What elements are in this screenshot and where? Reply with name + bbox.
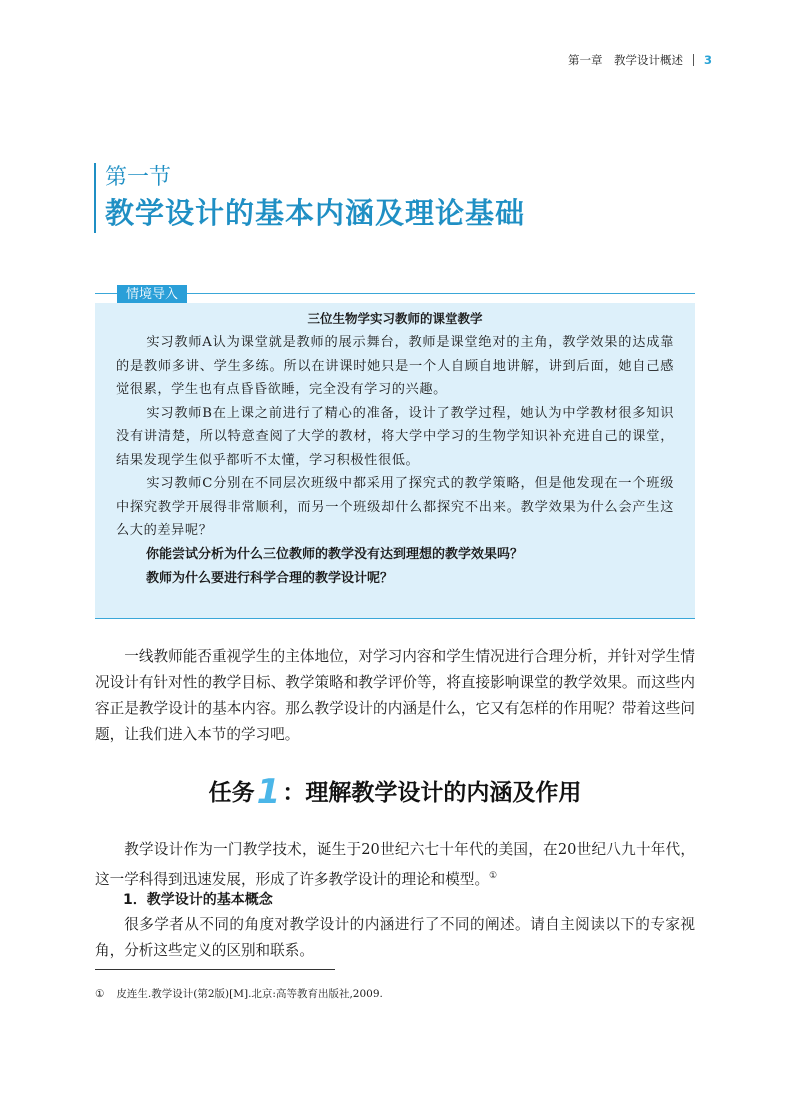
footnote-rule (95, 969, 335, 970)
task-number: 1 (256, 772, 281, 812)
body-paragraph-1: 一线教师能否重视学生的主体地位，对学习内容和学生情况进行合理分析，并针对学生情况设计有针对性的教学目标、教学策略和教学评价等，将直接影响课堂的教学效果。而这些内容正是教学设计的基本内容。那么教学设计的内涵是什么，它又有怎样的作用呢？带着这些问题，让我们进入本节的学习吧。 (95, 648, 695, 743)
header-divider (693, 54, 694, 66)
intro-paragraph-b: 实习教师B在上课之前进行了精心的准备，设计了教学过程，她认为中学教材很多知识没有讲清楚，所以特意查阅了大学的教材，将大学中学习的生物学知识补充进自己的课堂，结果发现学生似乎都听不太懂，学习积极性很低。 (116, 405, 674, 468)
body-paragraph-3: 很多学者从不同的角度对教学设计的内涵进行了不同的阐述。请自主阅读以下的专家视角，分析这些定义的区别和联系。 (95, 916, 695, 959)
task-title: ：理解教学设计的内涵及作用 (282, 780, 582, 806)
task-heading (0, 772, 790, 812)
intro-question-1: 你能尝试分析为什么三位教师的教学没有达到理想的教学效果吗？ (146, 546, 524, 562)
chapter-title: 第一章 教学设计概述 (567, 53, 683, 67)
page-number: 3 (703, 53, 712, 67)
section-title: 教学设计的基本内涵及理论基础 (105, 196, 526, 230)
footnote (95, 986, 383, 1001)
intro-question-2: 教师为什么要进行科学合理的教学设计呢？ (146, 570, 394, 586)
section-label: 第一节 (105, 165, 172, 190)
body-paragraph-2 (95, 837, 695, 893)
intro-title: 三位生物学实习教师的课堂教学 (307, 311, 483, 326)
body-paragraph-2-text: 教学设计作为一门教学技术，诞生于20世纪六七十年代的美国，在20世纪八九十年代，这一学科得到迅速发展，形成了许多教学设计的理论和模型。 (95, 841, 695, 888)
task-prefix: 任务 (208, 780, 255, 806)
intro-box (95, 303, 695, 619)
footnote-marker: ① (95, 988, 105, 1000)
footnote-ref: ① (489, 871, 498, 881)
intro-paragraph-c: 实习教师C分别在不同层次班级中都采用了探究式的教学策略，但是他发现在一个班级中探究教学开展得非常顺利，而另一个班级却什么都探究不出来。教学效果为什么会产生这么大的差异呢？ (116, 476, 674, 538)
running-header (568, 52, 712, 68)
intro-paragraph-a: 实习教师A认为课堂就是教师的展示舞台，教师是课堂绝对的主角，教学效果的达成靠的是教师多讲、学生多练。所以在讲课时她只是一个人自顾自地讲解，讲到后面，她自己感觉很累，学生也有点昏昏欲睡，完全没有学习的兴趣。 (116, 335, 674, 397)
section-heading (94, 163, 525, 233)
subheading: 1．教学设计的基本概念 (123, 892, 273, 908)
intro-tag: 情境导入 (117, 285, 187, 305)
footnote-text: 皮连生.教学设计(第2版)[M].北京:高等教育出版社,2009. (116, 988, 383, 1000)
